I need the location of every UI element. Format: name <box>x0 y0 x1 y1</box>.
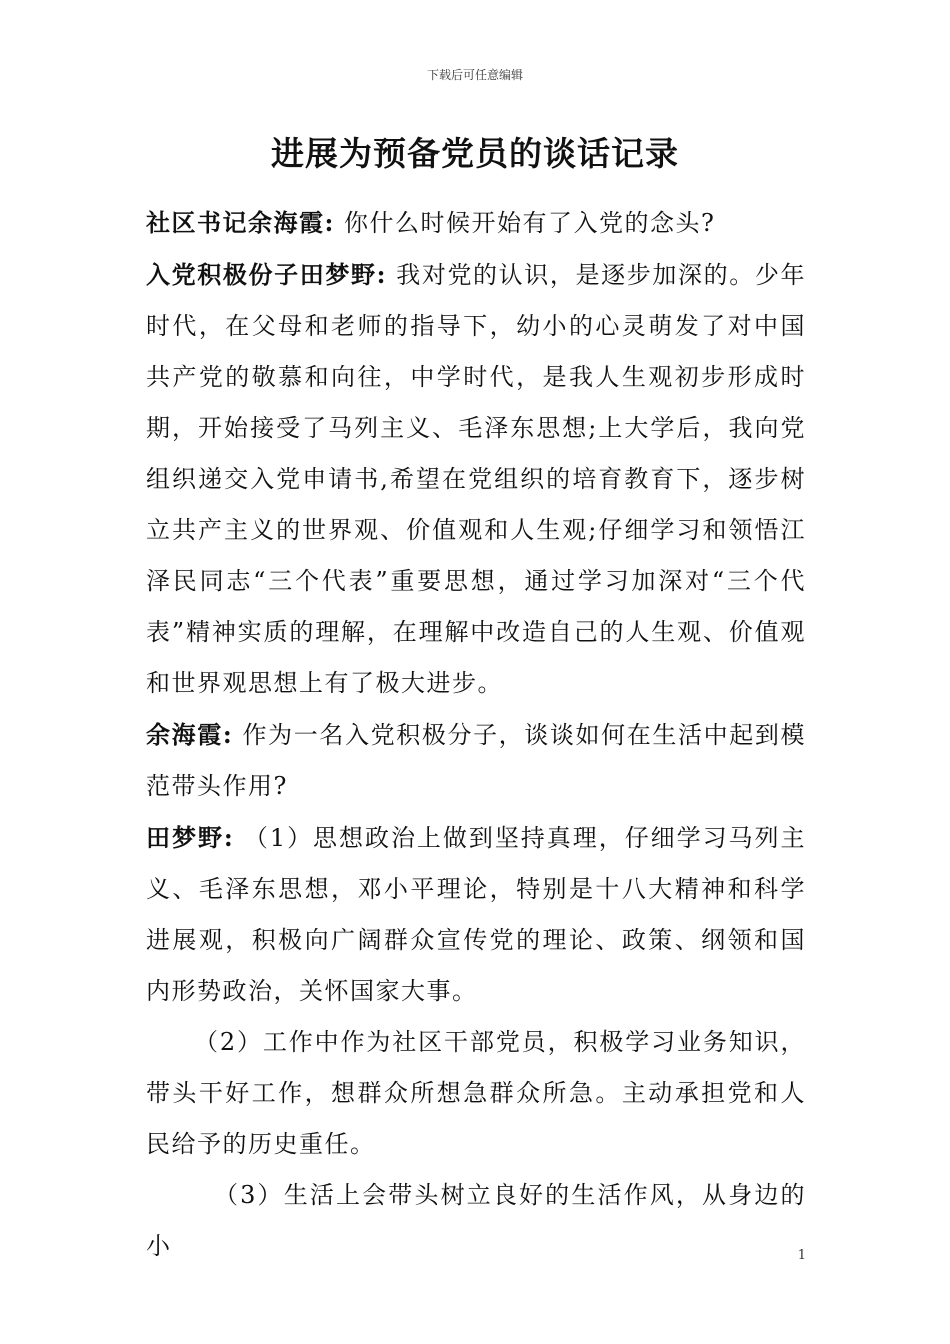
speaker-label: 入党积极份子田梦野: <box>146 260 387 289</box>
document-body <box>146 197 806 1272</box>
paragraph-3 <box>146 709 806 812</box>
speaker-label: 余海霞: <box>146 720 234 749</box>
paragraph-1 <box>146 197 806 249</box>
header-note: 下载后可任意编辑 <box>426 68 523 82</box>
paragraph-text: （2）工作中作为社区干部党员，积极学习业务知识，带头干好工作，想群众所想急群众所急。主动承担党和人民给予的历史重任。 <box>146 1028 806 1158</box>
paragraph-text: 作为一名入党积极分子，谈谈如何在生活中起到模范带头作用? <box>146 721 807 800</box>
paragraph-5 <box>146 1017 806 1170</box>
page-number: 1 <box>797 1248 806 1263</box>
paragraph-text: 你什么时候开始有了入党的念头? <box>334 209 716 237</box>
page-title: 进展为预备党员的谈话记录 <box>271 134 679 173</box>
paragraph-text: （1）思想政治上做到坚持真理，仔细学习马列主义、毛泽东思想，邓小平理论，特别是十八大精神和科学进展观，积极向广阔群众宣传党的理论、政策、纲领和国内形势政治，关怀国家大事。 <box>146 824 807 1005</box>
paragraph-6 <box>146 1170 806 1272</box>
speaker-label: 田梦野: <box>146 823 235 852</box>
paragraph-text: 我对党的认识，是逐步加深的。少年时代，在父母和老师的指导下，幼小的心灵萌发了对中国共产党的敬慕和向往，中学时代，是我人生观初步形成时期，开始接受了马列主义、毛泽东思想;上大学后，我向党组织递交入党申请书,希望在党组织的培育教育下，逐步树立共产主义的世界观、价值观和人生观;仔细学习和领悟江泽民同志“三个代表”重要思想，通过学习加深对“三个代表”精神实质的理解，在理解中改造自己的人生观、价值观和世界观思想上有了极大进步。 <box>146 261 807 697</box>
paragraph-text: （3）生活上会带头树立良好的生活作风，从身边的小 <box>146 1181 806 1260</box>
speaker-label: 社区书记余海霞: <box>146 208 335 237</box>
paragraph-2 <box>146 249 806 709</box>
paragraph-4 <box>146 812 806 1017</box>
